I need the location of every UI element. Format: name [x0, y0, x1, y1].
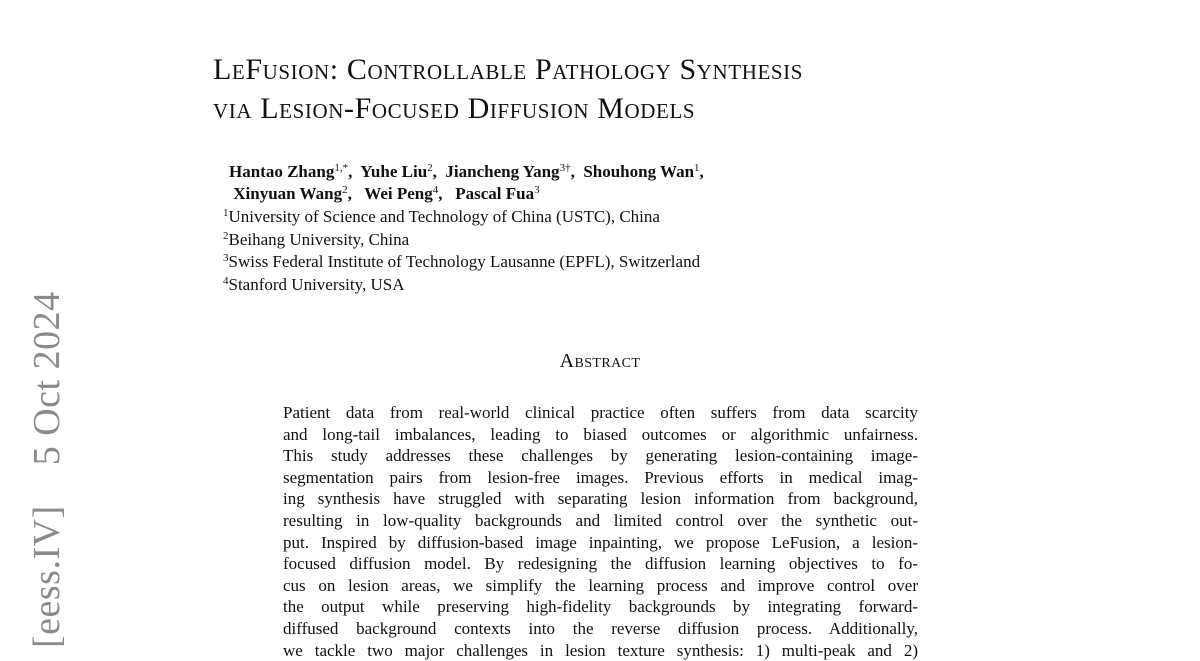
author: Jiancheng Yang$^{3\dagger}$	[445, 162, 571, 181]
abstract-line: cus on lesion areas, we simplify the learning process and improve control over	[283, 575, 918, 595]
title-line-1: LeFusion: Controllable Pathology Synthesis	[213, 53, 804, 86]
arxiv-date: 5 Oct 2024	[26, 291, 68, 466]
abstract-line: segmentation pairs from lesion-free images. Previous efforts in medical imag-	[283, 467, 918, 487]
abstract-line: and long-tail imbalances, leading to biased outcomes or algorithmic unfairness.	[283, 424, 918, 444]
arxiv-category: [eess.IV]	[26, 505, 68, 648]
author-line-2: Xinyuan Wang$^2$, Wei Peng$^4$, Pascal Fua$^3$	[233, 184, 540, 203]
paper-title	[213, 50, 1113, 128]
abstract-line: This study addresses these challenges by generating lesion-containing image-	[283, 446, 918, 466]
title-line-2: via Lesion-Focused Diffusion Models	[213, 92, 696, 125]
affiliation: $^1$University of Science and Technology of China (USTC), China	[223, 207, 660, 226]
author: Shouhong Wan$^1$	[583, 162, 700, 181]
author-list	[229, 161, 929, 205]
author: Hantao Zhang$^{1,*}$	[229, 162, 349, 181]
abstract-line: resulting in low-quality backgrounds and limited control over the synthetic out-	[283, 510, 918, 530]
abstract-body	[283, 402, 918, 661]
affiliation: $^2$Beihang University, China	[223, 229, 410, 249]
abstract-line: ing synthesis have struggled with separating lesion information from background,	[283, 489, 918, 509]
abstract-line: put. Inspired by diffusion-based image inpainting, we propose LeFusion, a lesion-	[283, 532, 918, 552]
abstract-line: Patient data from real-world clinical practice often suffers from data scarcity	[283, 403, 918, 422]
abstract-line: we tackle two major challenges in lesion texture synthesis: 1) multi-peak and 2)	[283, 640, 918, 660]
author: Xinyuan Wang$^2$	[233, 184, 348, 203]
author: Pascal Fua$^3$	[455, 184, 540, 203]
abstract-line: focused diffusion model. By redesigning the diffusion learning objectives to fo-	[283, 554, 918, 574]
affiliation-list	[223, 206, 923, 296]
abstract-heading: Abstract	[559, 350, 641, 372]
abstract-line: diffused background contexts into the reverse diffusion process. Additionally,	[283, 618, 918, 638]
affiliation: $^3$Swiss Federal Institute of Technology Lausanne (EPFL), Switzerland	[223, 252, 701, 271]
author: Yuhe Liu$^2$	[360, 162, 433, 181]
author: Wei Peng$^4$	[364, 184, 439, 203]
author-line-1: Hantao Zhang$^{1,*}$, Yuhe Liu$^2$, Jiancheng Yang$^{3\dagger}$, Shouhong Wan$^1$,	[229, 162, 704, 181]
abstract-line: the output while preserving high-fidelity backgrounds by integrating forward-	[283, 597, 918, 617]
affiliation: $^4$Stanford University, USA	[223, 274, 405, 294]
arxiv-stamp	[28, 291, 66, 648]
